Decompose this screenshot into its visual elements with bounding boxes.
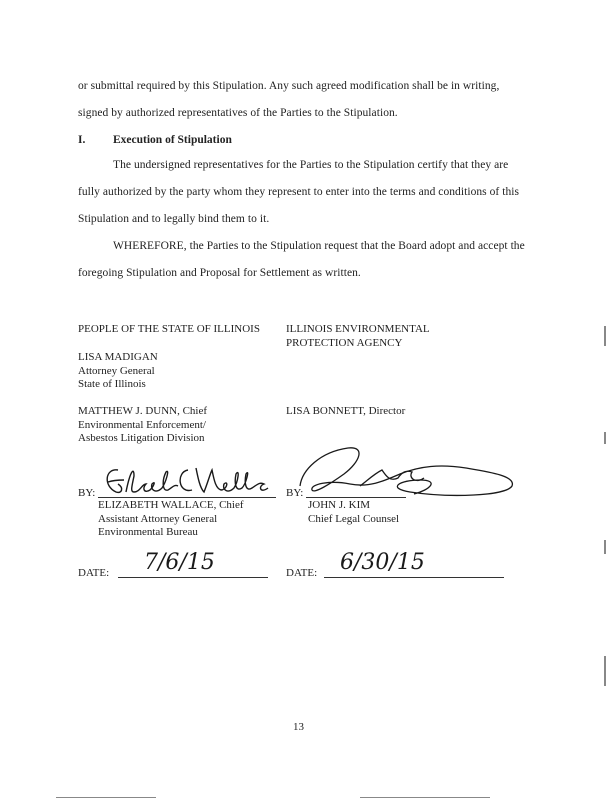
- ag-name: LISA MADIGAN: [78, 351, 158, 363]
- right-party-name: PROTECTION AGENCY: [286, 337, 403, 349]
- section-title: Execution of Stipulation: [113, 134, 232, 146]
- scan-artifact: [360, 797, 490, 798]
- scan-artifact: [604, 326, 606, 346]
- date-label: DATE:: [78, 567, 110, 579]
- director-name: LISA BONNETT, Director: [286, 405, 406, 417]
- by-label: BY:: [78, 487, 96, 499]
- date-line: [324, 577, 504, 578]
- paragraph-line: WHEREFORE, the Parties to the Stipulation request that the Board adopt and accept the: [113, 240, 525, 252]
- date-label: DATE:: [286, 567, 318, 579]
- left-party-name: PEOPLE OF THE STATE OF ILLINOIS: [78, 323, 260, 335]
- by-label: BY:: [286, 487, 304, 499]
- paragraph-line: Stipulation and to legally bind them to it.: [78, 213, 270, 225]
- signer-title: Assistant Attorney General: [98, 513, 218, 525]
- signer-name: ELIZABETH WALLACE, Chief: [98, 499, 244, 511]
- ag-state: State of Illinois: [78, 378, 146, 390]
- scan-artifact: [604, 656, 606, 686]
- paragraph-line: The undersigned representatives for the Parties to the Stipulation certify that they are: [113, 159, 509, 171]
- date-value: 6/30/15: [340, 550, 425, 575]
- date-line: [118, 577, 268, 578]
- paragraph-line: or submittal required by this Stipulation. Any such agreed modification shall be in writing,: [78, 80, 500, 92]
- scan-artifact: [56, 797, 156, 798]
- paragraph-line: foregoing Stipulation and Proposal for Settlement as written.: [78, 267, 361, 279]
- paragraph-line: fully authorized by the party whom they represent to enter into the terms and conditions of this: [78, 186, 520, 198]
- chief-division: Environmental Enforcement/: [78, 419, 206, 431]
- section-number: I.: [78, 134, 86, 146]
- page-number: 13: [293, 721, 304, 733]
- signer-title: Environmental Bureau: [98, 526, 198, 538]
- scan-artifact: [604, 432, 606, 444]
- right-party-name: ILLINOIS ENVIRONMENTAL: [286, 323, 430, 335]
- signer-title: Chief Legal Counsel: [308, 513, 400, 525]
- paragraph-line: signed by authorized representatives of the Parties to the Stipulation.: [78, 107, 398, 119]
- ag-title: Attorney General: [78, 365, 155, 377]
- signer-name: JOHN J. KIM: [308, 499, 371, 511]
- chief-name: MATTHEW J. DUNN, Chief: [78, 405, 208, 417]
- date-value: 7/6/15: [144, 550, 215, 575]
- chief-division: Asbestos Litigation Division: [78, 432, 205, 444]
- scan-artifact: [604, 540, 606, 554]
